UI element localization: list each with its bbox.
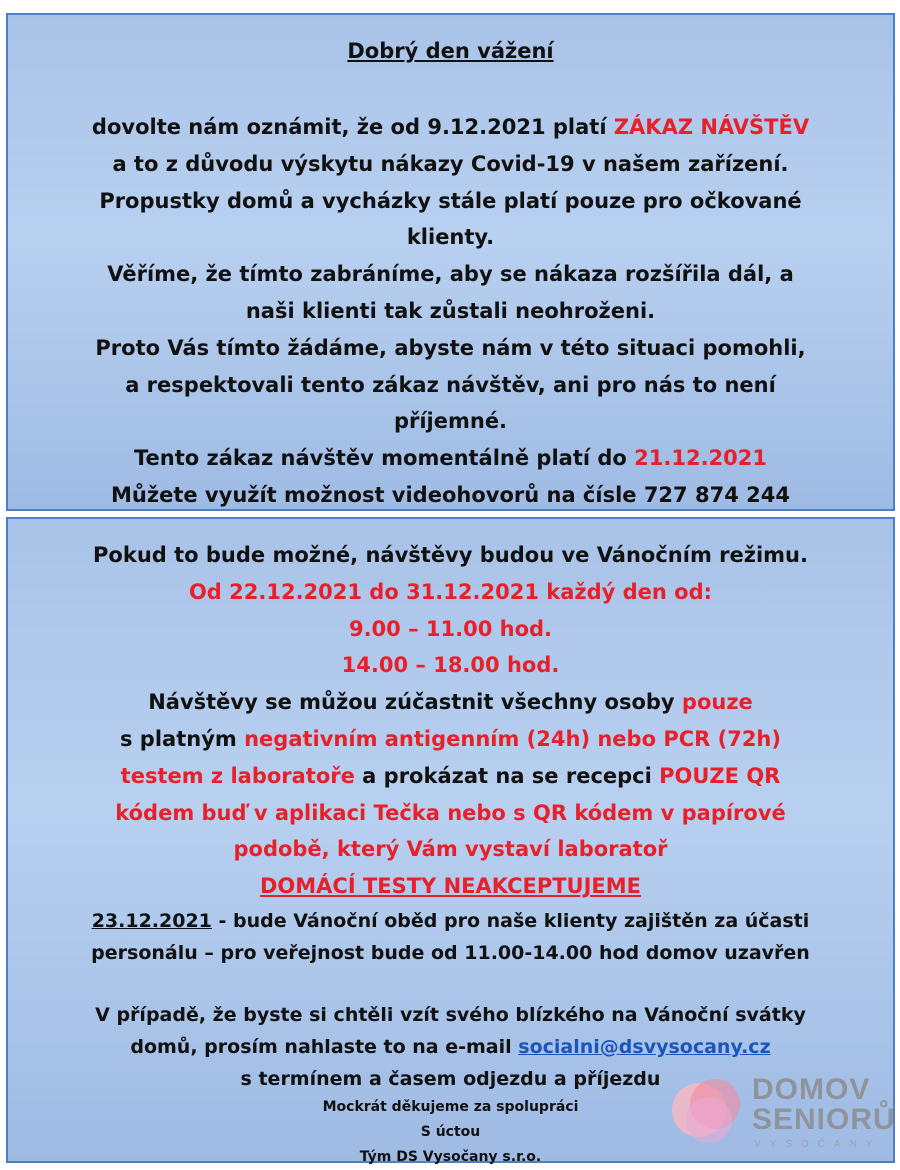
logo-text-domov: DOMOV <box>752 1073 871 1106</box>
notice-line: Věříme, že tímto zabráníme, aby se nákaza rozšířila dál, a <box>107 262 794 287</box>
closing-signature: Tým DS Vysočany s.r.o. <box>359 1148 542 1165</box>
notice-line: 23.12.2021 - bude Vánoční oběd pro naše klienty zajištěn za účasti <box>91 909 810 932</box>
notice-line: podobě, který Vám vystaví laboratoř <box>233 837 668 862</box>
logo-circles-icon <box>668 1075 746 1153</box>
notice-line: a to z důvodu výskytu nákazy Covid-19 v našem zařízení. <box>112 151 789 176</box>
closing-regards: S úctou <box>420 1123 481 1140</box>
notice-line: V případě, že byste si chtěli vzít svého blízkého na Vánoční svátky <box>95 1003 806 1026</box>
closing-thanks: Mockrát děkujeme za spolupráci <box>322 1098 579 1115</box>
notice-line: personálu – pro veřejnost bude od 11.00-14.00 hod domov uzavřen <box>91 941 810 964</box>
visit-date-range: Od 22.12.2021 do 31.12.2021 každý den od: <box>188 579 713 604</box>
notice-line: s platným negativním antigenním (24h) nebo PCR (72h) <box>120 726 781 751</box>
logo-text-senioru: SENIORŮ <box>752 1103 896 1136</box>
logo-text-vysocany: VYSOČANY <box>754 1139 882 1150</box>
visit-hours-morning: 9.00 – 11.00 hod. <box>348 616 553 641</box>
notice-line: s termínem a časem odjezdu a příjezdu <box>240 1067 661 1090</box>
notice-line: domů, prosím nahlaste to na e-mail socialni@dsvysocany.cz <box>130 1035 771 1058</box>
notice-line: klienty. <box>406 225 495 250</box>
video-call-line: Můžete využít možnost videohovorů na čísle 727 874 244 <box>111 482 790 507</box>
notice-line: Tento zákaz návštěv momentálně platí do 21.12.2021 <box>133 446 768 471</box>
notice-body <box>8 109 893 514</box>
notice-line: kódem buď v aplikaci Tečka nebo s QR kódem v papírové <box>115 800 786 825</box>
christmas-visits-notice <box>6 517 895 1163</box>
notice-line: Návštěvy se můžou zúčastnit všechny osoby pouze <box>148 690 753 715</box>
notice-line: a respektovali tento zákaz návštěv, ani pro nás to není <box>125 372 776 397</box>
visit-ban-notice <box>6 13 895 511</box>
home-tests-warning: DOMÁCÍ TESTY NEAKCEPTUJEME <box>259 874 642 899</box>
visit-hours-afternoon: 14.00 – 18.00 hod. <box>341 653 560 678</box>
notice-line: Proto Vás tímto žádáme, abyste nám v této situaci pomohli, <box>95 335 806 360</box>
email-link[interactable]: socialni@dsvysocany.cz <box>518 1035 771 1058</box>
visit-ban-highlight: ZÁKAZ NÁVŠTĚV <box>613 115 810 139</box>
notice-line: naši klienti tak zůstali neohroženi. <box>245 298 656 323</box>
spacer <box>8 969 893 999</box>
notice-line: příjemné. <box>393 409 508 434</box>
ban-end-date: 21.12.2021 <box>634 446 768 471</box>
christmas-lunch-date: 23.12.2021 <box>91 909 212 932</box>
domov-senioru-logo <box>668 1073 896 1161</box>
notice-line: Propustky domů a vycházky stále platí pouze pro očkované <box>99 188 802 213</box>
notice-line: dovolte nám oznámit, že od 9.12.2021 platí ZÁKAZ NÁVŠTĚV <box>91 115 810 139</box>
notice-line: testem z laboratoře a prokázat na se recepci POUZE QR <box>120 763 781 788</box>
notice-line: Pokud to bude možné, návštěvy budou ve Vánočním režimu. <box>93 543 808 567</box>
greeting-heading: Dobrý den vážení <box>347 39 554 63</box>
